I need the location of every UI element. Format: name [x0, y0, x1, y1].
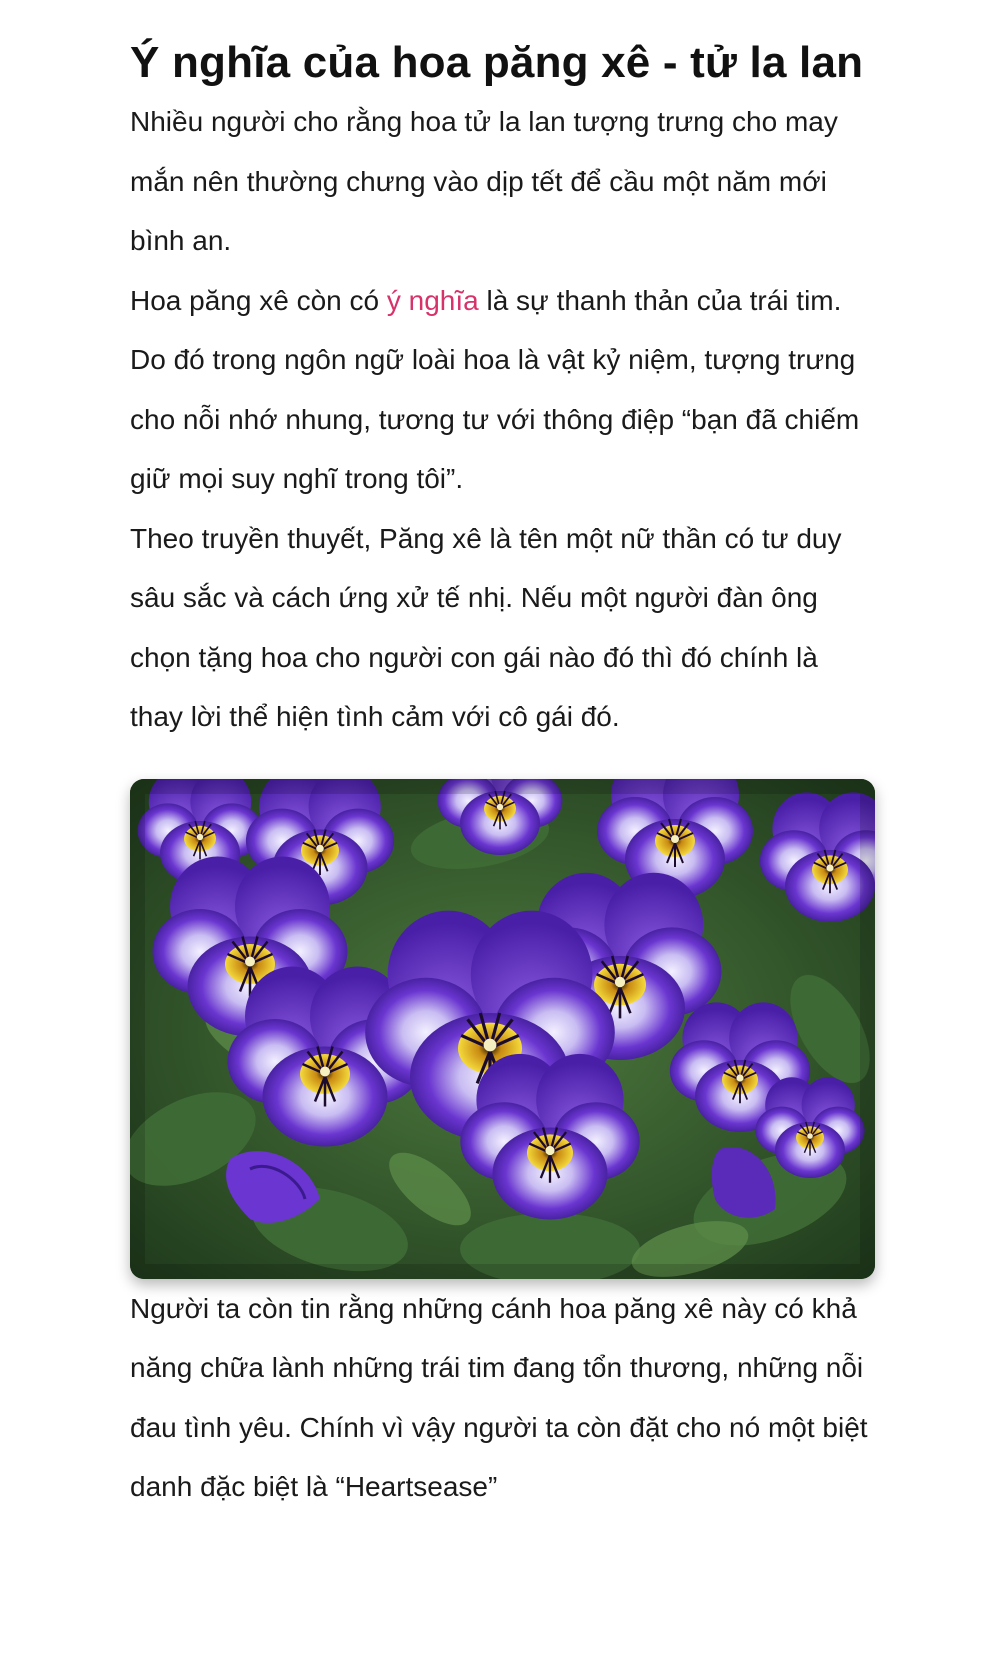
paragraph-meaning: [130, 271, 875, 509]
meaning-link[interactable]: ý nghĩa: [386, 284, 479, 316]
pansy-illustration: [130, 779, 875, 1279]
paragraph-meaning-text-start: Hoa păng xê còn có: [130, 284, 387, 316]
paragraph-meaning-text-end: là sự thanh thản của trái tim. Do đó trong ngôn ngữ loài hoa là vật kỷ niệm, tượng trưng cho nỗi nhớ nhung, tương tư với thông điệp “bạn đã chiếm giữ mọi suy nghĩ trong tôi”.: [130, 284, 860, 494]
article: [130, 0, 875, 1517]
pansy-flowers-image: [130, 779, 875, 1279]
page-title: Ý nghĩa của hoa păng xê - tử la lan: [130, 38, 864, 87]
paragraph-heartsease: Người ta còn tin rằng những cánh hoa păng xê này có khả năng chữa lành những trái tim đang tổn thương, những nỗi đau tình yêu. Chính vì vậy người ta còn đặt cho nó một biệt danh đặc biệt là “Heartsease”: [130, 1292, 868, 1502]
paragraph-legend: Theo truyền thuyết, Păng xê là tên một nữ thần có tư duy sâu sắc và cách ứng xử tế nhị. Nếu một người đàn ông chọn tặng hoa cho người con gái nào đó thì đó chính là thay lời thể hiện tình cảm với cô gái đó.: [130, 522, 842, 732]
paragraph-luck: Nhiều người cho rằng hoa tử la lan tượng trưng cho may mắn nên thường chưng vào dịp tết để cầu một năm mới bình an.: [130, 106, 838, 256]
